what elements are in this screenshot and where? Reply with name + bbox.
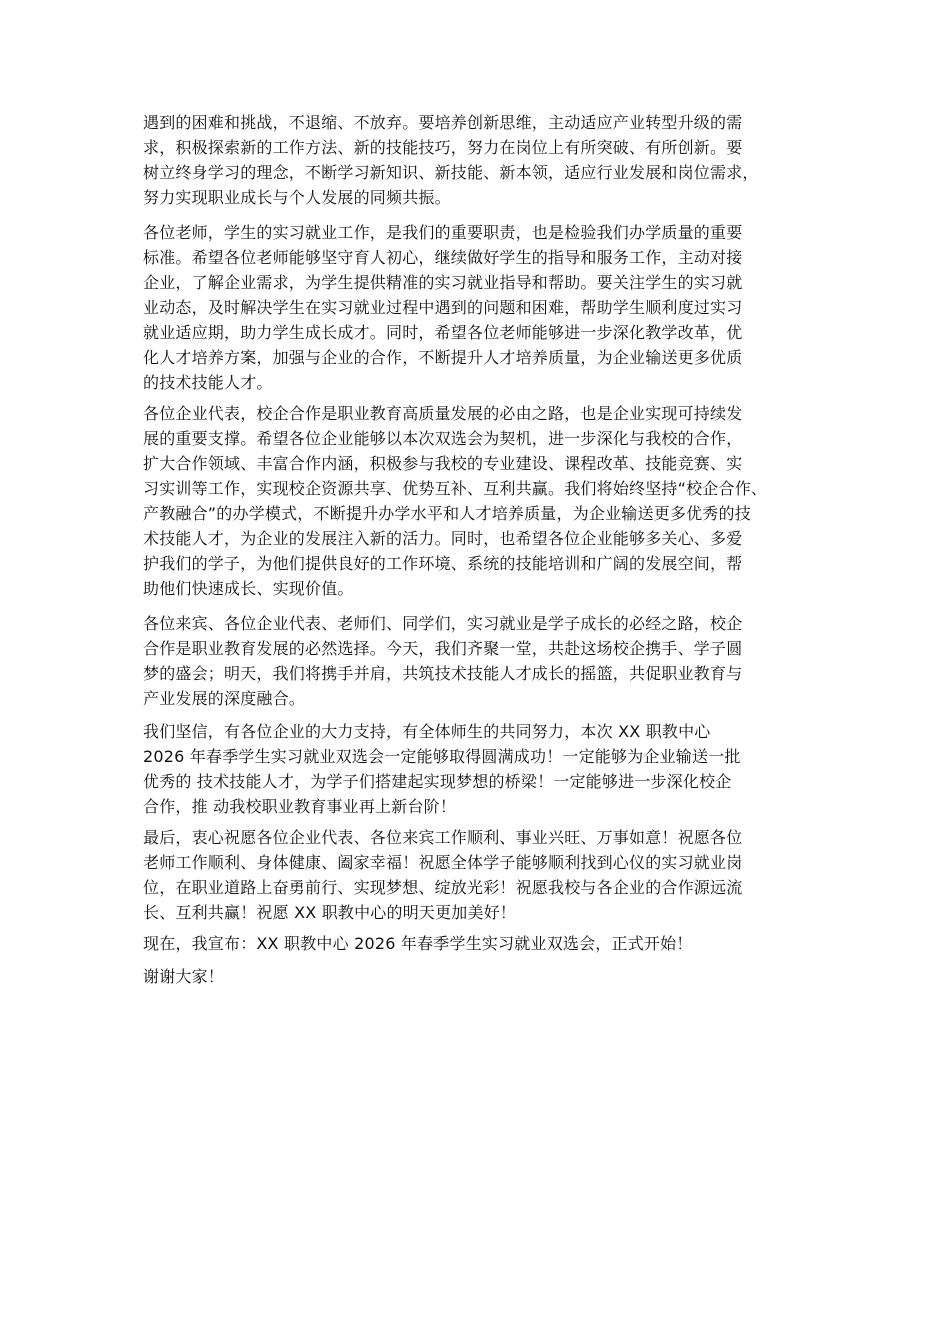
text-line: 位，在职业道路上奋勇前行、实现梦想、绽放光彩！祝愿我校与各企业的合作源远流 (143, 878, 743, 897)
paragraph-guests (143, 611, 815, 711)
paragraph-enterprises (143, 401, 815, 601)
paragraph-teachers (143, 220, 815, 395)
text-line: 企业，了解企业需求，为学生提供精准的实习就业指导和帮助。要关注学生的实习就 (143, 273, 743, 292)
paragraph-wishes (143, 825, 815, 925)
text-line: 产业发展的深度融合。 (143, 689, 306, 708)
text-line: 标准。希望各位老师能够坚守育人初心，继续做好学生的指导和服务工作，主动对接 (143, 248, 743, 267)
text-line: 优秀的 技术技能人才，为学子们搭建起实现梦想的桥梁！一定能够进一步深化校企 (143, 772, 732, 791)
text-line: 合作，推 动我校职业教育事业再上新台阶！ (143, 797, 457, 816)
text-line: 化人才培养方案，加强与企业的合作，不断提升人才培养质量，为企业输送更多优质 (143, 348, 743, 367)
text-line: 树立终身学习的理念，不断学习新知识、新技能、新本领，适应行业发展和岗位需求， (143, 163, 759, 182)
paragraph-career-growth (143, 110, 815, 210)
paragraph-belief (143, 719, 815, 819)
text-line: 助他们快速成长、实现价值。 (143, 579, 354, 598)
document-page (143, 110, 815, 989)
text-line: 合作是职业教育发展的必然选择。今天，我们齐聚一堂，共赴这场校企携手、学子圆 (143, 639, 743, 658)
text-line: 现在，我宣布：XX 职教中心 2026 年春季学生实习就业双选会，正式开始！ (143, 934, 693, 953)
text-line: 老师工作顺利、身体健康、阖家幸福！祝愿全体学子能够顺利找到心仪的实习就业岗 (143, 853, 743, 872)
text-line: 展的重要支撑。希望各位企业能够以本次双选会为契机，进一步深化与我校的合作， (143, 429, 743, 448)
text-line: 谢谢大家！ (143, 967, 225, 986)
text-line: 术技能人才，为企业的发展注入新的活力。同时，也希望各位企业能够多关心、多爱 (143, 529, 743, 548)
text-line: 我们坚信，有各位企业的大力支持，有全体师生的共同努力，本次 XX 职教中心 (143, 722, 711, 741)
text-line: 习实训等工作，实现校企资源共享、优势互补、互利共赢。我们将始终坚持“校企合作、 (143, 479, 768, 498)
text-line: 遇到的困难和挑战，不退缩、不放弃。要培养创新思维，主动适应产业转型升级的需 (143, 113, 743, 132)
text-line: 护我们的学子，为他们提供良好的工作环境、系统的技能培训和广阔的发展空间，帮 (143, 554, 743, 573)
text-line: 各位企业代表，校企合作是职业教育高质量发展的必由之路，也是企业实现可持续发 (143, 404, 743, 423)
text-line: 各位来宾、各位企业代表、老师们、同学们，实习就业是学子成长的必经之路，校企 (143, 614, 743, 633)
text-line: 求，积极探索新的工作方法、新的技能技巧，努力在岗位上有所突破、有所创新。要 (143, 138, 743, 157)
text-line: 业动态，及时解决学生在实习就业过程中遇到的问题和困难，帮助学生顺利度过实习 (143, 298, 743, 317)
text-line: 各位老师，学生的实习就业工作，是我们的重要职责，也是检验我们办学质量的重要 (143, 223, 743, 242)
paragraph-thanks (143, 964, 815, 989)
text-line: 梦的盛会；明天，我们将携手并肩，共筑技术技能人才成长的摇篮，共促职业教育与 (143, 664, 743, 683)
text-line: 扩大合作领域、丰富合作内涵，积极参与我校的专业建设、课程改革、技能竞赛、实 (143, 454, 743, 473)
paragraph-announcement (143, 931, 815, 956)
text-line: 就业适应期，助力学生成长成才。同时，希望各位老师能够进一步深化教学改革，优 (143, 323, 743, 342)
text-line: 产教融合”的办学模式，不断提升办学水平和人才培养质量，为企业输送更多优秀的技 (143, 504, 751, 523)
text-line: 的技术技能人才。 (143, 373, 273, 392)
text-line: 努力实现职业成长与个人发展的同频共振。 (143, 188, 451, 207)
text-line: 长、互利共赢！祝愿 XX 职教中心的明天更加美好！ (143, 903, 517, 922)
text-line: 最后，衷心祝愿各位企业代表、各位来宾工作顺利、事业兴旺、万事如意！祝愿各位 (143, 828, 743, 847)
text-line: 2026 年春季学生实习就业双选会一定能够取得圆满成功！一定能够为企业输送一批 (143, 747, 741, 766)
